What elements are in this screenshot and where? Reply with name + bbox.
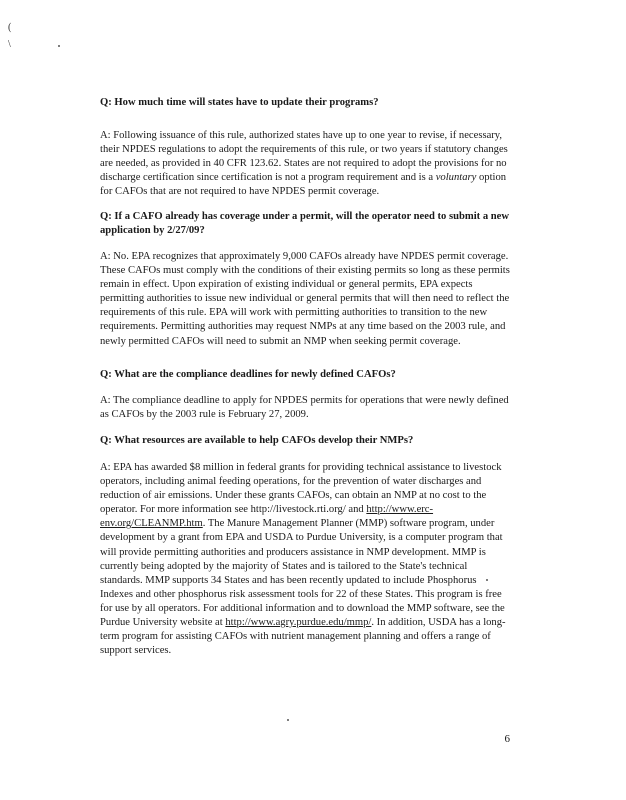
page-number: 6 xyxy=(504,733,510,745)
qa-block-3 xyxy=(100,368,512,422)
answer-4-link-1[interactable]: http://www.erc-env.org/CLEANMP.htm xyxy=(100,504,434,530)
answer-4-text-a: A: EPA has awarded $8 million in federal grants for providing technical assistance to livestock operators, including animal feeding operations, for the prevention of water discharges and reduction of air emissions. Under these grants CAFOs, can obtain an NMP at no cost to the operator. For more information see http://livestock.rti.org/ and xyxy=(100,462,502,516)
margin-mark-2: \ xyxy=(8,39,11,50)
answer-4-text-c: . In addition, USDA has a long-term program for assisting CAFOs with nutrient management planning and offers a range of support services. xyxy=(100,617,506,657)
question-1: Q: How much time will states have to update their programs? xyxy=(100,97,379,108)
qa-block-1 xyxy=(100,96,512,199)
answer-2 xyxy=(100,250,512,349)
scan-speck xyxy=(287,719,289,721)
question-4: Q: What resources are available to help CAFOs develop their NMPs? xyxy=(100,435,414,446)
answer-1 xyxy=(100,129,512,199)
scan-speck xyxy=(58,45,60,47)
answer-1-text-b: option for CAFOs that are not required to have NPDES permit coverage. xyxy=(100,172,507,198)
answer-3 xyxy=(100,394,512,422)
answer-4-link-2[interactable]: http://www.agry.purdue.edu/mmp/ xyxy=(225,617,372,629)
answer-4 xyxy=(100,461,512,658)
answer-3-text: A: The compliance deadline to apply for NPDES permits for operations that were newly defined as CAFOs by the 2003 rule is February 27, 2009. xyxy=(100,395,509,421)
answer-4-text-b: . The Manure Management Planner (MMP) software program, under development by a grant from EPA and USDA to Purdue University, is a computer program that will provide permitting authorities and producers assistance in NMP development. MMP is currently being adopted by the majority of States and is tailored to the State's technical standards. MMP supports 34 States and has been recently updated to include Phosphorus Indexes and other phosphorus risk assessment tools for 22 of these States. This program is free for use by all operators. For additional information and to download the MMP software, see the Purdue University website at xyxy=(100,518,505,629)
qa-block-4 xyxy=(100,434,512,658)
qa-block-2 xyxy=(100,210,512,349)
answer-2-text: A: No. EPA recognizes that approximately 9,000 CAFOs already have NPDES permit coverage. These CAFOs must comply with the conditions of their existing permits so long as these permits remain in effect. Upon expiration of existing individual or general permits, EPA expects permitting authorities to issue new individual or general permits that will then need to reflect the requirements of this rule. EPA will work with permitting authorities to transition to the new requirements. Permitting authorities may request NMPs at any time based on the 2003 rule, and newly permitted CAFOs will need to submit an NMP when seeking permit coverage. xyxy=(100,251,510,347)
question-2: Q: If a CAFO already has coverage under a permit, will the operator need to submit a new application by 2/27/09? xyxy=(100,211,510,236)
answer-1-italic: voluntary xyxy=(435,172,477,184)
answer-1-text-a: A: Following issuance of this rule, authorized states have up to one year to revise, if necessary, their NPDES regulations to adopt the requirements of this rule, or two years if statutory changes are needed, as provided in 40 CFR 123.62. States are not required to adopt the provisions for no discharge certification since certification is not a program requirement and is a xyxy=(100,130,508,184)
question-3: Q: What are the compliance deadlines for newly defined CAFOs? xyxy=(100,369,396,380)
margin-mark-1: ( xyxy=(8,22,12,33)
